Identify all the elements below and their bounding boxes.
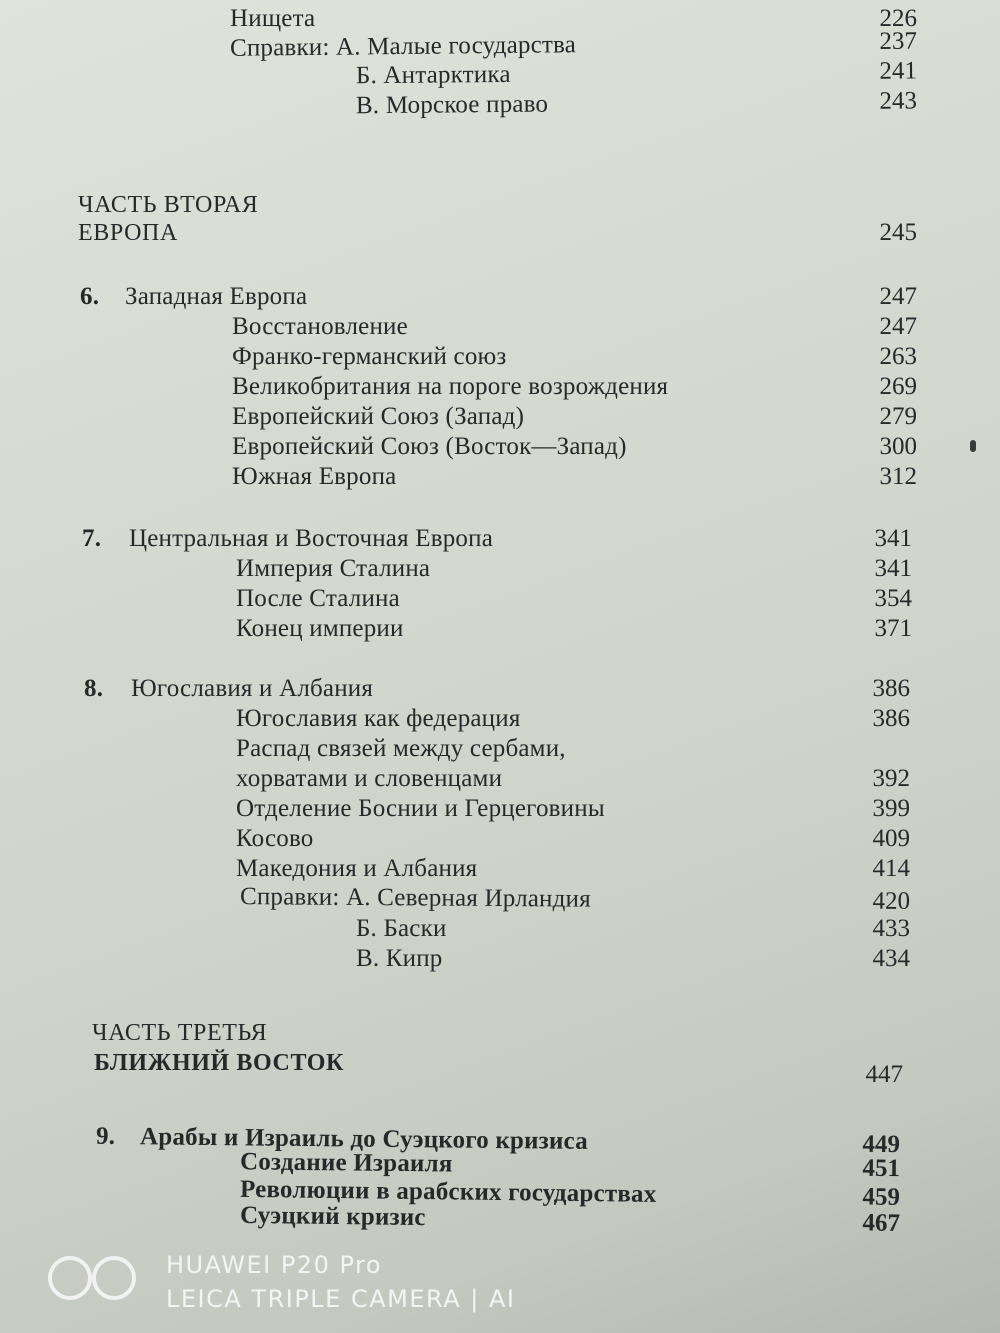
chapter-heading [0,524,1000,558]
toc-entry-page: 300 [879,433,917,460]
toc-entry-page: 433 [872,915,910,942]
toc-entry [0,914,1000,948]
toc-entry-page: 341 [874,555,912,582]
toc-entry-text: Революции в арабских государствах [239,1175,657,1208]
chapter-page: 341 [874,525,912,552]
toc-entry-text: Югославия как федерация [236,705,521,732]
toc-entry-page: 371 [874,615,912,642]
toc-entry-page: 451 [862,1154,901,1183]
toc-entry-page: 434 [872,945,910,972]
chapter-number: 6. [80,283,100,310]
toc-entry-text: Македония и Албания [236,855,478,882]
toc-entry-page: 409 [872,825,910,852]
toc-entry-page: 414 [872,855,910,882]
part-page: 245 [879,219,917,246]
toc-entry-page: 467 [862,1209,901,1237]
toc-entry-page: 399 [872,795,910,822]
chapter-heading [0,282,1000,316]
toc-entry [0,372,1000,406]
part-title: ЕВРОПА [78,220,178,246]
toc-entry [0,734,1000,768]
toc-entry-text: После Сталина [236,585,400,612]
chapter-title: Арабы и Израиль до Суэцкого кризиса [139,1123,589,1155]
toc-entry-text: Франко-германский союз [232,343,507,370]
page-speck [970,440,976,452]
toc-entry-page: 354 [874,585,912,612]
toc-entry-text: Нищета [230,5,316,32]
toc-entry-page: 386 [872,705,910,732]
toc-entry-page: 263 [879,343,917,370]
camera-rings-icon [48,1256,144,1300]
toc-entry [0,402,1000,436]
part-title-line [0,218,1000,252]
part-heading [0,1018,1000,1052]
toc-entry [0,312,1000,346]
toc-entry [0,824,1000,858]
chapter-number: 9. [95,1122,116,1150]
toc-entry-text: Отделение Боснии и Герцеговины [236,795,605,822]
part-page-line [0,1060,1000,1094]
toc-entry-text: Распад связей между сербами, [236,735,566,762]
toc-entry [0,944,1000,978]
toc-entry-text: Справки: А. Малые государства [229,31,577,62]
toc-entry-page: 243 [879,87,918,115]
part-label: ЧАСТЬ ВТОРАЯ [78,192,259,218]
camera-model: LEICA TRIPLE CAMERA | AI [166,1285,516,1313]
toc-entry-text: Европейский Союз (Запад) [232,403,525,430]
chapter-page: 247 [879,283,917,310]
chapter-page: 449 [862,1130,901,1159]
toc-entry-text: Южная Европа [232,463,397,490]
toc-entry-text: Б. Антарктика [355,60,511,90]
chapter-number: 8. [84,675,104,702]
toc-entry-text: хорватами и словенцами [236,765,503,792]
toc-entry-text: Конец империи [236,615,404,642]
chapter-number: 7. [82,525,102,552]
toc-entry-page: 226 [879,5,917,32]
toc-entry [0,764,1000,798]
toc-entry-text: В. Морское право [355,90,549,120]
ring-icon [92,1256,136,1300]
toc-entry-page: 237 [879,27,918,56]
toc-entry-text: Создание Израиля [239,1148,453,1178]
toc-entry-text: Б. Баски [356,915,447,942]
toc-entry-page: 459 [862,1183,901,1211]
toc-entry-text: Великобритания на пороге возрождения [232,373,669,400]
toc-entry [0,462,1000,496]
toc-entry-text: Суэцкий кризис [239,1201,426,1232]
toc-entry-text: В. Кипр [356,945,443,972]
camera-brand: HUAWEI P20 Pro [166,1251,383,1279]
ring-icon [48,1256,92,1300]
toc-entry-page: 247 [879,313,917,340]
part-page: 447 [865,1061,903,1088]
chapter-heading [0,674,1000,708]
toc-entry-text: Европейский Союз (Восток—Запад) [232,433,627,460]
toc-entry-page: 312 [879,463,917,490]
toc-entry [0,704,1000,738]
toc-entry-text: Справки: А. Северная Ирландия [239,883,591,913]
toc-entry-page: 420 [872,887,911,915]
chapter-page: 386 [872,675,910,702]
toc-entry-page: 241 [879,57,918,85]
camera-watermark [48,1250,648,1320]
toc-entry-text: Империя Сталина [236,555,431,582]
toc-entry [0,614,1000,648]
toc-entry-page: 279 [879,403,917,430]
chapter-title: Югославия и Албания [131,675,374,702]
toc-entry [0,342,1000,376]
part-label: ЧАСТЬ ТРЕТЬЯ [92,1020,268,1046]
toc-entry-page: 392 [872,765,910,792]
toc-entry-page: 269 [879,373,917,400]
chapter-title: Центральная и Восточная Европа [129,525,493,552]
toc-entry [0,554,1000,588]
toc-entry-text: Косово [236,825,314,852]
toc-entry [0,432,1000,466]
toc-entry-text: Восстановление [232,313,408,340]
part-title: БЛИЖНИЙ ВОСТОК [94,1050,345,1076]
toc-entry [0,794,1000,828]
chapter-title: Западная Европа [125,283,308,310]
toc-entry [0,584,1000,618]
